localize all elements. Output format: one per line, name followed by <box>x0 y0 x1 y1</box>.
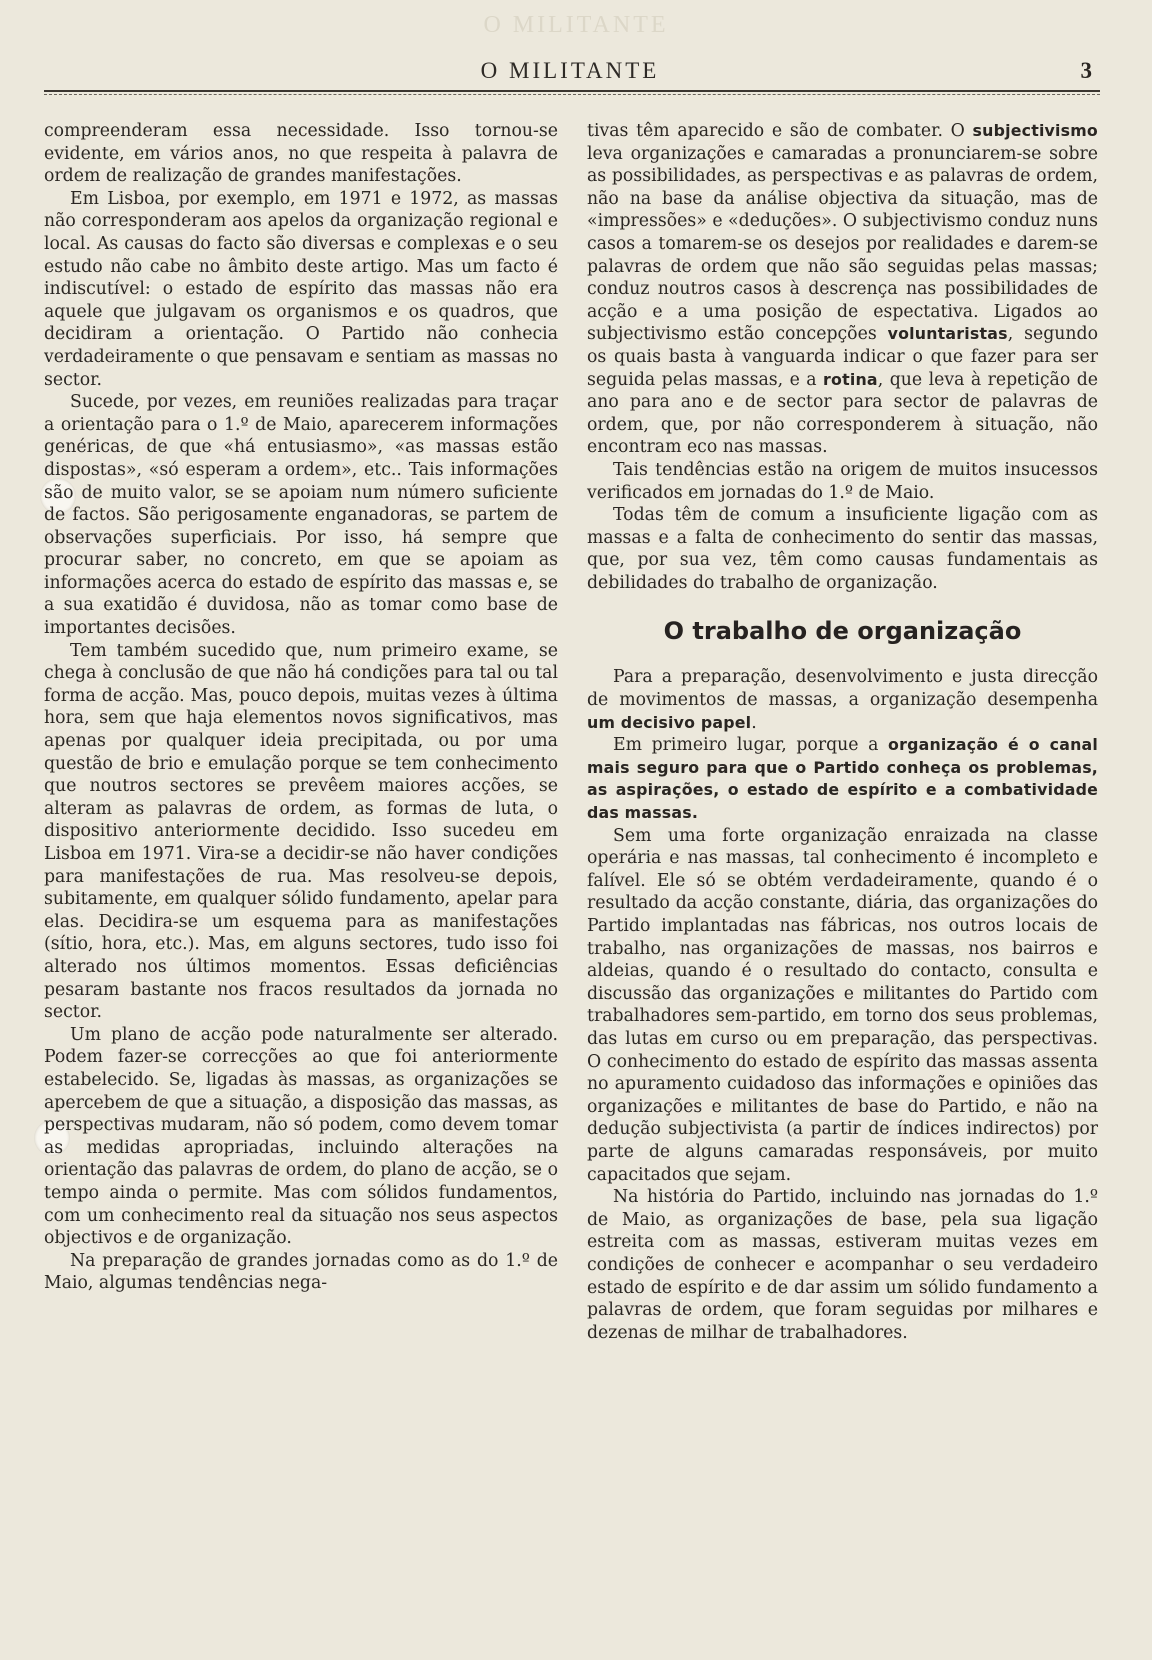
right-column <box>587 120 1098 1344</box>
paragraph: Tais tendências estão na origem de muitos insucessos verificados em jornadas do 1.º de Maio. <box>587 459 1098 503</box>
paragraph: Tem também sucedido que, num primeiro exame, se chega à conclusão de que não há condições para tal ou tal forma de acção. Mas, pouco depois, muitas vezes à última hora, sem que haja elementos novos significativos, mas apenas por qualquer ideia precipitada, ou por uma questão de brio e emulação porque se tem conhecimento que noutros sectores se prevêem maiores acções, se alteram as palavras de ordem, as formas de luta, o dispositivo anteriormente decidido. Isso sucedeu em Lisboa em 1971. Vira-se a decidir-se não haver condições para manifestações de rua. Mas resolveu-se depois, subitamente, em qualquer sólido fundamento, apelar para elas. Decidira-se um esquema para as manifestações (sítio, hora, etc.). Mas, em alguns sectores, tudo isso foi alterado nos últimos momentos. Essas deficiências pesaram bastante nos fracos resultados da jornada no sector. <box>44 640 558 1023</box>
text-run: Em primeiro lugar, porque a <box>613 735 889 756</box>
page-header <box>44 54 1096 88</box>
emphasis-text: voluntaristas <box>887 324 1008 344</box>
paragraph <box>587 120 1098 459</box>
text-run: . <box>751 712 757 733</box>
paragraph <box>587 734 1098 824</box>
text-run: , segundo os quais basta à vanguarda indicar o que fazer para ser seguida pelas massas, e a <box>587 324 1098 390</box>
paragraph: Na história do Partido, incluindo nas jornadas do 1.º de Maio, as organizações de base, pela sua ligação estreita com as massas, estiveram muitas vezes em condições de conhecer e acompanhar o seu verdadeiro estado de espírito e de dar assim um sólido fundamento a palavras de ordem, que foram seguidas por milhares e dezenas de milhar de trabalhadores. <box>587 1187 1098 1343</box>
paragraph: Sucede, por vezes, em reuniões realizadas para traçar a orientação para o 1.º de Maio, aparecerem informações genéricas, de que «há entusiasmo», «as massas estão dispostas», «só esperam a ordem», etc.. Tais informações são de muito valor, se se apoiam num número suficiente de factos. São perigosamente enganadoras, se partem de observações superficiais. Por isso, há sempre que procurar saber, no concreto, em que se apoiam as informações acerca do estado de espírito das massas e, se a sua exatidão é duvidosa, não as tomar como base de importantes decisões. <box>44 392 558 639</box>
text-run: leva organizações e camaradas a pronunciarem-se sobre as possibilidades, as perspectivas e as palavras de ordem, não na base da análise objectiva da situação, mas de «impressões» e «deduções». O subjectivismo conduz nuns casos a tomarem-se os desejos por realidades e darem-se palavras de ordem que não são seguidas pelas massas; conduz noutros casos à descrença nas possibilidades de acção e a uma posição de espectativa. Ligados ao subjectivismo estão concepções <box>587 143 1099 345</box>
text-run: Para a preparação, desenvolvimento e justa direcção de movimentos de massas, a organização desempenha <box>587 667 1098 711</box>
paragraph: Em Lisboa, por exemplo, em 1971 e 1972, as massas não corresponderam aos apelos da organização regional e local. As causas do facto são diversas e complexas e o seu estudo não cabe no âmbito deste artigo. Mas um facto é indiscutível: o estado de espírito das massas não era aquele que julgavam os organismos e os quadros, que decidiram a orientação. O Partido não conhecia verdadeiramente o que pensavam e sentiam as massas no sector. <box>44 188 558 390</box>
left-column <box>44 120 558 1295</box>
paragraph: compreenderam essa necessidade. Isso tornou-se evidente, em vários anos, no que respeita à palavra de ordem de realização de grandes manifestações. <box>44 121 558 187</box>
paragraph: Todas têm de comum a insuficiente ligação com as massas e a falta de conhecimento do sentir das massas, que, por sua vez, têm como causas fundamentais as debilidades do trabalho de organização. <box>587 505 1098 593</box>
text-run: , que leva à repetição de ano para ano e de sector para sector de palavras de ordem, que, por não corresponderem à situação, não encontram eco nas massas. <box>587 369 1098 458</box>
text-run: tivas têm aparecido e são de combater. O <box>587 121 973 141</box>
emphasis-text: subjectivismo <box>972 121 1098 140</box>
show-through-header: O MILITANTE <box>483 12 669 38</box>
paragraph: Na preparação de grandes jornadas como as do 1.º de Maio, algumas tendências nega- <box>44 1250 558 1294</box>
paragraph: Sem uma forte organização enraizada na classe operária e nas massas, tal conhecimento é incompleto e falível. Ele só se obtém verdadeiramente, quando é o resultado da acção constante, diária, das organizações do Partido implantadas nas fábricas, nos outros locais de trabalho, nas organizações de massas, nos bairros e aldeias, quando é o resultado do contacto, consulta e discussão das organizações e militantes do Partido com trabalhadores sem-partido, em torno dos seus problemas, das lutas em curso ou em preparação, das perspectivas. O conhecimento do estado de espírito das massas assenta no apuramento cuidadoso das informações e opiniões das organizações e militantes de base do Partido, e não na dedução subjectivista (a partir de índices indirectos) por parte de alguns camaradas responsáveis, por muito capacitados que sejam. <box>587 825 1098 1185</box>
emphasis-text: rotina <box>823 369 878 389</box>
emphasis-text: um decisivo papel <box>587 712 752 732</box>
section-heading: O trabalho de organização <box>663 617 1022 646</box>
publication-title: O MILITANTE <box>480 58 660 83</box>
emphasis-text: organização é o canal mais seguro para que o Partido conheça os problemas, as aspirações, o estado de espírito e a combatividade das massas. <box>587 735 1098 823</box>
paragraph <box>587 666 1098 734</box>
header-rule <box>44 90 1100 92</box>
page-number: 3 <box>1080 58 1092 83</box>
header-rule-dashed <box>44 94 1100 95</box>
paragraph: Um plano de acção pode naturalmente ser alterado. Podem fazer-se correcções ao que foi anteriormente estabelecido. Se, ligadas às massas, as organizações se apercebem de que a situação, a disposição das massas, as perspectivas mudaram, não só podem, como devem tomar as medidas apropriadas, incluindo alterações na orientação das palavras de ordem, do plano de acção, se o tempo ainda o permite. Mas com sólidos fundamentos, com um conhecimento real da situação nos seus aspectos objectivos e de organização. <box>44 1024 558 1249</box>
